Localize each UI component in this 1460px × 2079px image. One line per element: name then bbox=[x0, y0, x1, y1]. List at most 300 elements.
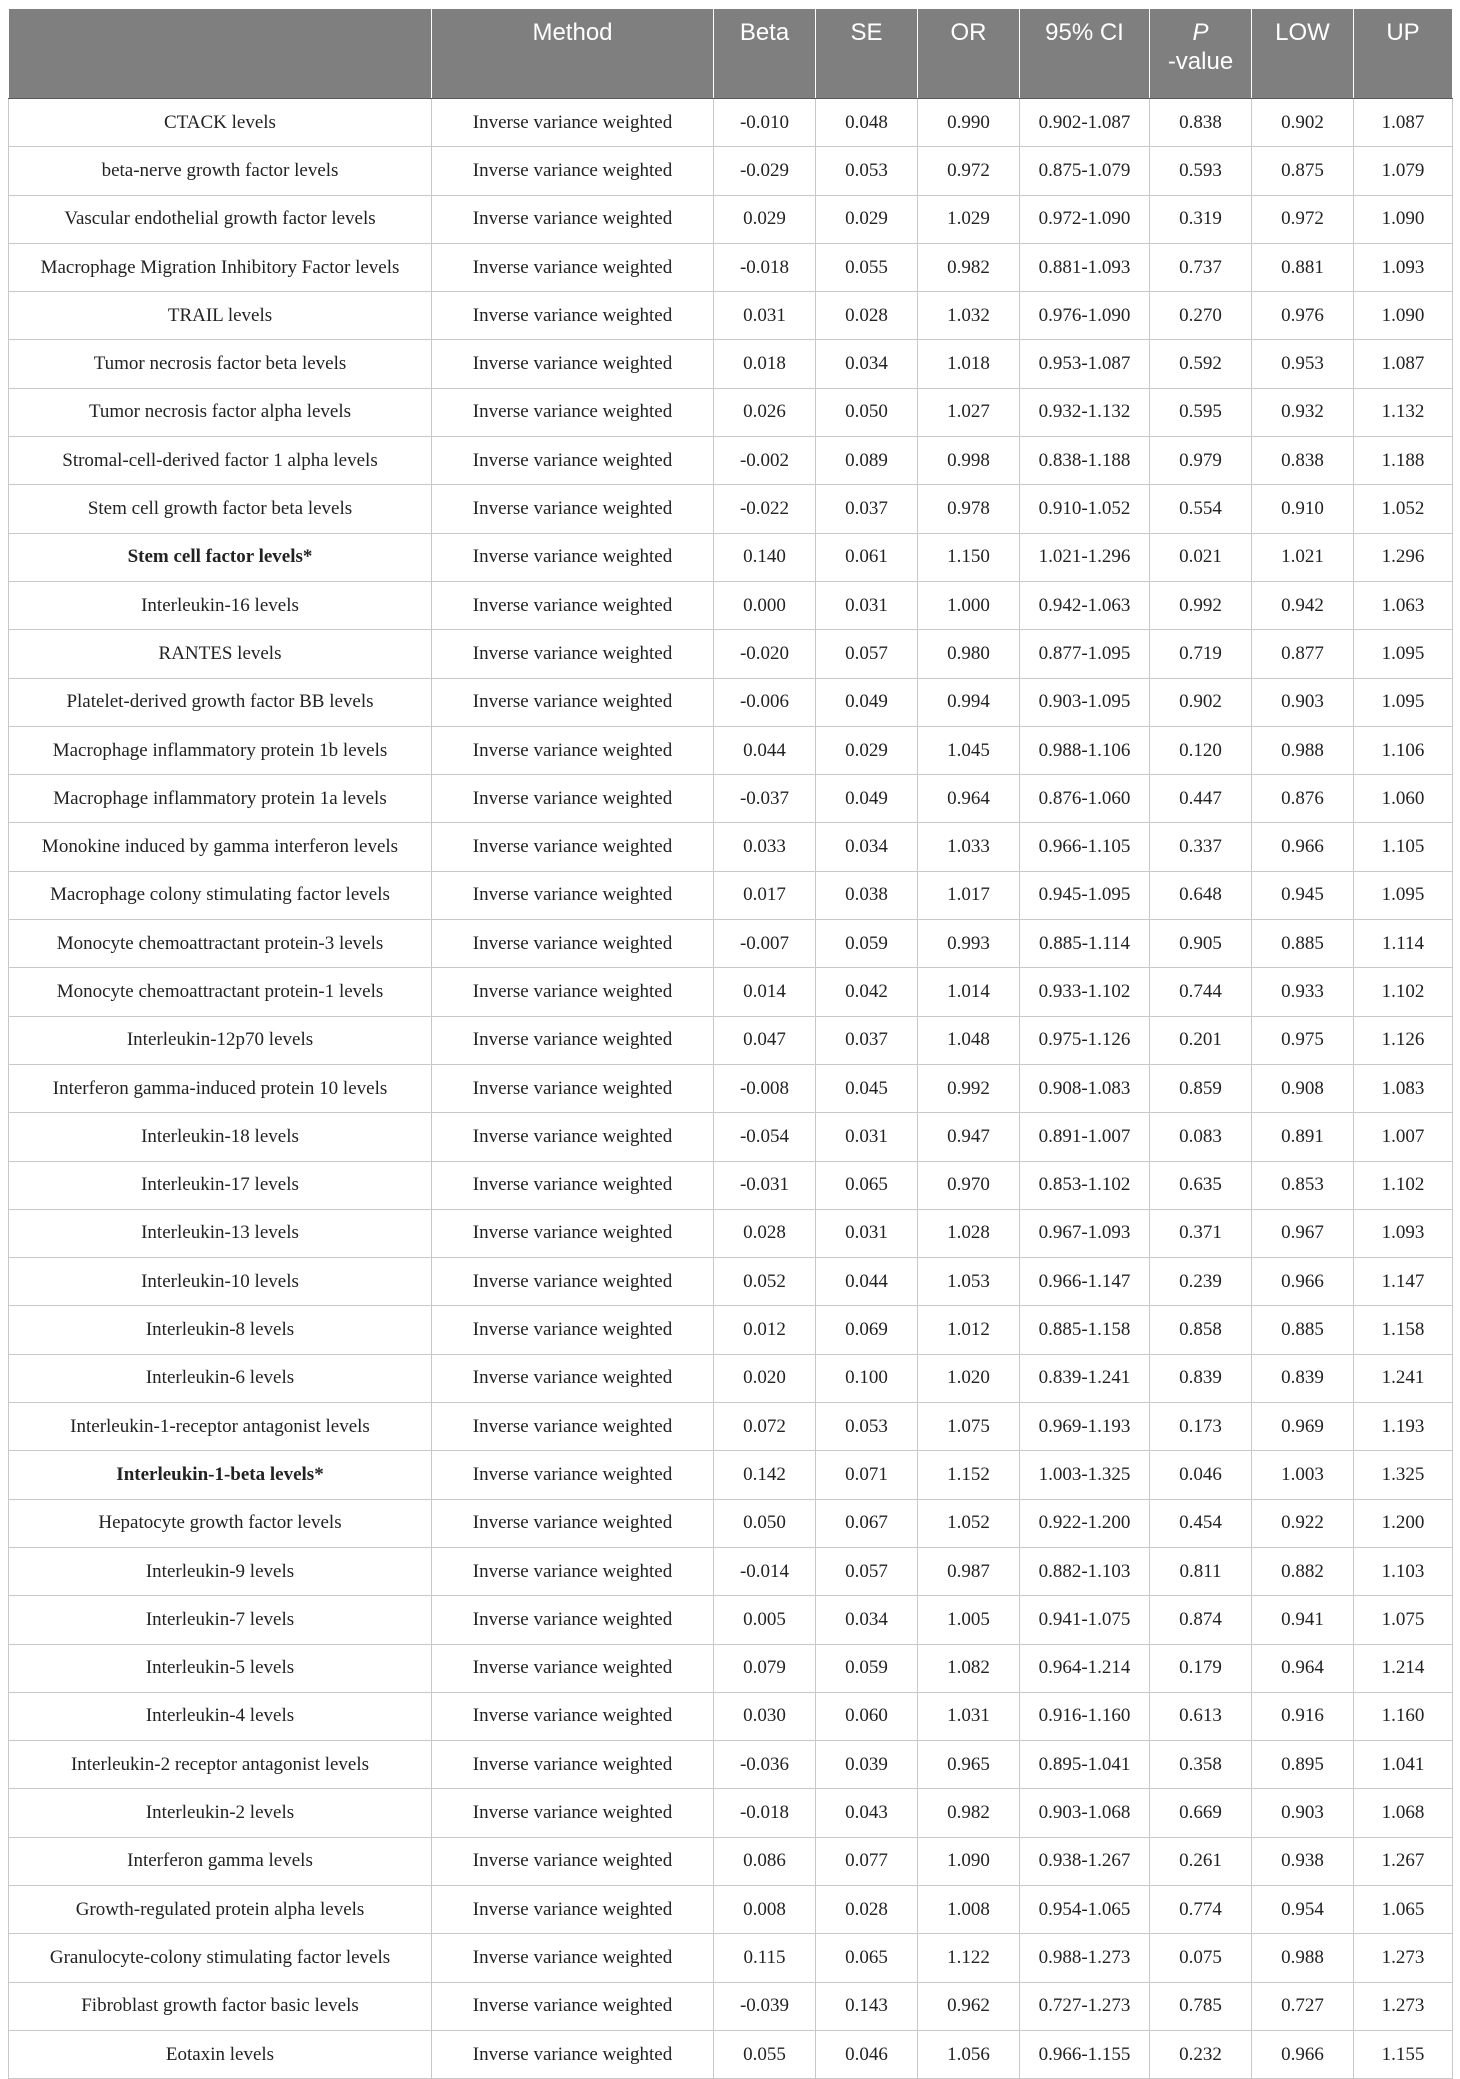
table-row bbox=[9, 243, 1453, 291]
cell-factor-name: Interleukin-12p70 levels bbox=[9, 1016, 432, 1064]
cell-factor-name: Monocyte chemoattractant protein-1 levels bbox=[9, 968, 432, 1016]
cell-factor-name: Interleukin-17 levels bbox=[9, 1161, 432, 1209]
table-row bbox=[9, 1499, 1453, 1547]
cell-factor-name: Platelet-derived growth factor BB levels bbox=[9, 678, 432, 726]
cell-low: 0.908 bbox=[1252, 1064, 1354, 1112]
cell-se: 0.028 bbox=[816, 1885, 918, 1933]
cell-method: Inverse variance weighted bbox=[432, 871, 714, 919]
header-p-value bbox=[1150, 9, 1252, 99]
cell-ci: 0.953-1.087 bbox=[1020, 340, 1150, 388]
cell-factor-name: Macrophage Migration Inhibitory Factor levels bbox=[9, 243, 432, 291]
cell-up: 1.214 bbox=[1354, 1644, 1453, 1692]
cell-method: Inverse variance weighted bbox=[432, 99, 714, 147]
cell-se: 0.029 bbox=[816, 195, 918, 243]
table-row bbox=[9, 99, 1453, 147]
cell-up: 1.083 bbox=[1354, 1064, 1453, 1112]
cell-up: 1.155 bbox=[1354, 2030, 1453, 2078]
cell-method: Inverse variance weighted bbox=[432, 1741, 714, 1789]
cell-or: 1.031 bbox=[918, 1692, 1020, 1740]
cell-method: Inverse variance weighted bbox=[432, 533, 714, 581]
cell-ci: 0.882-1.103 bbox=[1020, 1547, 1150, 1595]
cell-ci: 0.839-1.241 bbox=[1020, 1354, 1150, 1402]
cell-low: 0.933 bbox=[1252, 968, 1354, 1016]
cell-method: Inverse variance weighted bbox=[432, 630, 714, 678]
cell-up: 1.273 bbox=[1354, 1982, 1453, 2030]
cell-ci: 0.881-1.093 bbox=[1020, 243, 1150, 291]
cell-low: 0.895 bbox=[1252, 1741, 1354, 1789]
cell-se: 0.048 bbox=[816, 99, 918, 147]
cell-or: 1.150 bbox=[918, 533, 1020, 581]
cell-p-value: 0.075 bbox=[1150, 1934, 1252, 1982]
cell-se: 0.034 bbox=[816, 1596, 918, 1644]
cell-method: Inverse variance weighted bbox=[432, 1982, 714, 2030]
cell-p-value: 0.902 bbox=[1150, 678, 1252, 726]
cell-factor-name: Macrophage colony stimulating factor levels bbox=[9, 871, 432, 919]
cell-up: 1.063 bbox=[1354, 581, 1453, 629]
cell-low: 0.839 bbox=[1252, 1354, 1354, 1402]
table-row bbox=[9, 1113, 1453, 1161]
cell-beta: 0.028 bbox=[714, 1209, 816, 1257]
table-row bbox=[9, 1306, 1453, 1354]
cell-ci: 0.922-1.200 bbox=[1020, 1499, 1150, 1547]
header-ci: 95% CI bbox=[1020, 9, 1150, 99]
table-row bbox=[9, 1064, 1453, 1112]
cell-or: 1.000 bbox=[918, 581, 1020, 629]
cell-or: 1.008 bbox=[918, 1885, 1020, 1933]
cell-factor-name: Interleukin-6 levels bbox=[9, 1354, 432, 1402]
cell-low: 0.853 bbox=[1252, 1161, 1354, 1209]
cell-method: Inverse variance weighted bbox=[432, 1209, 714, 1257]
table-row bbox=[9, 1885, 1453, 1933]
cell-factor-name: Vascular endothelial growth factor levels bbox=[9, 195, 432, 243]
cell-or: 0.982 bbox=[918, 243, 1020, 291]
cell-or: 1.056 bbox=[918, 2030, 1020, 2078]
cell-se: 0.089 bbox=[816, 437, 918, 485]
cell-up: 1.095 bbox=[1354, 630, 1453, 678]
cell-low: 0.972 bbox=[1252, 195, 1354, 243]
cell-beta: -0.006 bbox=[714, 678, 816, 726]
cell-low: 0.881 bbox=[1252, 243, 1354, 291]
cell-method: Inverse variance weighted bbox=[432, 1354, 714, 1402]
cell-factor-name: Interleukin-9 levels bbox=[9, 1547, 432, 1595]
cell-or: 0.994 bbox=[918, 678, 1020, 726]
cell-ci: 1.003-1.325 bbox=[1020, 1451, 1150, 1499]
cell-ci: 0.976-1.090 bbox=[1020, 292, 1150, 340]
cell-beta: 0.008 bbox=[714, 1885, 816, 1933]
cell-method: Inverse variance weighted bbox=[432, 147, 714, 195]
cell-ci: 0.945-1.095 bbox=[1020, 871, 1150, 919]
header-p-italic: P bbox=[1192, 19, 1209, 46]
cell-low: 0.967 bbox=[1252, 1209, 1354, 1257]
cell-up: 1.241 bbox=[1354, 1354, 1453, 1402]
cell-or: 1.020 bbox=[918, 1354, 1020, 1402]
cell-p-value: 0.979 bbox=[1150, 437, 1252, 485]
cell-beta: -0.054 bbox=[714, 1113, 816, 1161]
cell-factor-name: Interleukin-16 levels bbox=[9, 581, 432, 629]
cell-beta: -0.007 bbox=[714, 920, 816, 968]
cell-method: Inverse variance weighted bbox=[432, 1113, 714, 1161]
cell-or: 0.998 bbox=[918, 437, 1020, 485]
cell-beta: 0.033 bbox=[714, 823, 816, 871]
cell-beta: -0.014 bbox=[714, 1547, 816, 1595]
cell-p-value: 0.737 bbox=[1150, 243, 1252, 291]
cell-beta: 0.020 bbox=[714, 1354, 816, 1402]
cell-factor-name: Tumor necrosis factor alpha levels bbox=[9, 388, 432, 436]
cell-method: Inverse variance weighted bbox=[432, 1547, 714, 1595]
table-row bbox=[9, 968, 1453, 1016]
cell-factor-name: Interleukin-8 levels bbox=[9, 1306, 432, 1354]
cell-up: 1.102 bbox=[1354, 968, 1453, 1016]
cell-factor-name: Growth-regulated protein alpha levels bbox=[9, 1885, 432, 1933]
table-header bbox=[9, 9, 1453, 99]
cell-beta: 0.018 bbox=[714, 340, 816, 388]
cell-se: 0.053 bbox=[816, 1403, 918, 1451]
cell-ci: 0.941-1.075 bbox=[1020, 1596, 1150, 1644]
cell-method: Inverse variance weighted bbox=[432, 968, 714, 1016]
cell-method: Inverse variance weighted bbox=[432, 1789, 714, 1837]
cell-factor-name: CTACK levels bbox=[9, 99, 432, 147]
table-row bbox=[9, 147, 1453, 195]
cell-ci: 0.988-1.106 bbox=[1020, 726, 1150, 774]
cell-se: 0.059 bbox=[816, 1644, 918, 1692]
cell-or: 0.990 bbox=[918, 99, 1020, 147]
cell-low: 0.945 bbox=[1252, 871, 1354, 919]
cell-method: Inverse variance weighted bbox=[432, 726, 714, 774]
cell-ci: 0.942-1.063 bbox=[1020, 581, 1150, 629]
cell-up: 1.087 bbox=[1354, 99, 1453, 147]
cell-p-value: 0.454 bbox=[1150, 1499, 1252, 1547]
cell-ci: 0.908-1.083 bbox=[1020, 1064, 1150, 1112]
table-row bbox=[9, 1547, 1453, 1595]
cell-or: 1.053 bbox=[918, 1258, 1020, 1306]
cell-p-value: 0.447 bbox=[1150, 775, 1252, 823]
table-row bbox=[9, 1451, 1453, 1499]
cell-up: 1.325 bbox=[1354, 1451, 1453, 1499]
cell-or: 0.947 bbox=[918, 1113, 1020, 1161]
cell-up: 1.160 bbox=[1354, 1692, 1453, 1740]
cell-or: 0.962 bbox=[918, 1982, 1020, 2030]
cell-low: 0.877 bbox=[1252, 630, 1354, 678]
cell-se: 0.029 bbox=[816, 726, 918, 774]
cell-low: 0.966 bbox=[1252, 1258, 1354, 1306]
cell-p-value: 0.859 bbox=[1150, 1064, 1252, 1112]
cell-p-value: 0.371 bbox=[1150, 1209, 1252, 1257]
cell-or: 0.992 bbox=[918, 1064, 1020, 1112]
table-row bbox=[9, 1016, 1453, 1064]
cell-low: 0.988 bbox=[1252, 1934, 1354, 1982]
cell-factor-name: Stromal-cell-derived factor 1 alpha levels bbox=[9, 437, 432, 485]
cell-se: 0.031 bbox=[816, 1113, 918, 1161]
cell-low: 0.953 bbox=[1252, 340, 1354, 388]
cell-factor-name: Stem cell growth factor beta levels bbox=[9, 485, 432, 533]
cell-beta: 0.031 bbox=[714, 292, 816, 340]
cell-ci: 0.966-1.147 bbox=[1020, 1258, 1150, 1306]
cell-up: 1.060 bbox=[1354, 775, 1453, 823]
cell-se: 0.060 bbox=[816, 1692, 918, 1740]
cell-or: 0.964 bbox=[918, 775, 1020, 823]
cell-p-value: 0.811 bbox=[1150, 1547, 1252, 1595]
cell-or: 0.972 bbox=[918, 147, 1020, 195]
cell-up: 1.041 bbox=[1354, 1741, 1453, 1789]
cell-method: Inverse variance weighted bbox=[432, 1403, 714, 1451]
cell-factor-name: Interferon gamma-induced protein 10 levels bbox=[9, 1064, 432, 1112]
header-method: Method bbox=[432, 9, 714, 99]
cell-low: 0.932 bbox=[1252, 388, 1354, 436]
cell-se: 0.059 bbox=[816, 920, 918, 968]
cell-p-value: 0.613 bbox=[1150, 1692, 1252, 1740]
cell-or: 0.987 bbox=[918, 1547, 1020, 1595]
cell-beta: 0.055 bbox=[714, 2030, 816, 2078]
cell-low: 0.876 bbox=[1252, 775, 1354, 823]
cell-up: 1.087 bbox=[1354, 340, 1453, 388]
cell-factor-name: Macrophage inflammatory protein 1a levels bbox=[9, 775, 432, 823]
cell-p-value: 0.358 bbox=[1150, 1741, 1252, 1789]
cell-factor-name: Interleukin-4 levels bbox=[9, 1692, 432, 1740]
cell-se: 0.044 bbox=[816, 1258, 918, 1306]
cell-p-value: 0.905 bbox=[1150, 920, 1252, 968]
cell-p-value: 0.992 bbox=[1150, 581, 1252, 629]
cell-se: 0.071 bbox=[816, 1451, 918, 1499]
cell-se: 0.069 bbox=[816, 1306, 918, 1354]
cell-or: 1.032 bbox=[918, 292, 1020, 340]
cell-p-value: 0.319 bbox=[1150, 195, 1252, 243]
cell-factor-name: RANTES levels bbox=[9, 630, 432, 678]
cell-beta: -0.008 bbox=[714, 1064, 816, 1112]
cell-up: 1.052 bbox=[1354, 485, 1453, 533]
cell-beta: 0.044 bbox=[714, 726, 816, 774]
cell-low: 0.922 bbox=[1252, 1499, 1354, 1547]
cell-low: 0.882 bbox=[1252, 1547, 1354, 1595]
table-row bbox=[9, 1403, 1453, 1451]
cell-factor-name: Interleukin-1-beta levels* bbox=[9, 1451, 432, 1499]
table-row bbox=[9, 1209, 1453, 1257]
cell-factor-name: Interleukin-7 levels bbox=[9, 1596, 432, 1644]
cell-beta: -0.029 bbox=[714, 147, 816, 195]
header-row bbox=[9, 9, 1453, 99]
cell-p-value: 0.120 bbox=[1150, 726, 1252, 774]
cell-se: 0.031 bbox=[816, 1209, 918, 1257]
cell-p-value: 0.261 bbox=[1150, 1837, 1252, 1885]
header-up: UP bbox=[1354, 9, 1453, 99]
cell-or: 1.122 bbox=[918, 1934, 1020, 1982]
cell-factor-name: Interleukin-13 levels bbox=[9, 1209, 432, 1257]
cell-se: 0.037 bbox=[816, 1016, 918, 1064]
cell-up: 1.065 bbox=[1354, 1885, 1453, 1933]
cell-ci: 0.838-1.188 bbox=[1020, 437, 1150, 485]
cell-up: 1.267 bbox=[1354, 1837, 1453, 1885]
cell-or: 1.075 bbox=[918, 1403, 1020, 1451]
table-row bbox=[9, 2030, 1453, 2078]
cell-ci: 0.916-1.160 bbox=[1020, 1692, 1150, 1740]
cell-method: Inverse variance weighted bbox=[432, 1064, 714, 1112]
cell-ci: 1.021-1.296 bbox=[1020, 533, 1150, 581]
cell-factor-name: Tumor necrosis factor beta levels bbox=[9, 340, 432, 388]
cell-beta: 0.115 bbox=[714, 1934, 816, 1982]
table-row bbox=[9, 388, 1453, 436]
cell-se: 0.077 bbox=[816, 1837, 918, 1885]
cell-p-value: 0.021 bbox=[1150, 533, 1252, 581]
cell-factor-name: Interferon gamma levels bbox=[9, 1837, 432, 1885]
cell-ci: 0.877-1.095 bbox=[1020, 630, 1150, 678]
cell-se: 0.067 bbox=[816, 1499, 918, 1547]
cell-se: 0.065 bbox=[816, 1934, 918, 1982]
cell-low: 0.885 bbox=[1252, 920, 1354, 968]
cell-or: 1.090 bbox=[918, 1837, 1020, 1885]
cell-ci: 0.885-1.158 bbox=[1020, 1306, 1150, 1354]
cell-p-value: 0.173 bbox=[1150, 1403, 1252, 1451]
cell-or: 0.970 bbox=[918, 1161, 1020, 1209]
cell-se: 0.065 bbox=[816, 1161, 918, 1209]
cell-factor-name: Stem cell factor levels* bbox=[9, 533, 432, 581]
cell-factor-name: Monocyte chemoattractant protein-3 levels bbox=[9, 920, 432, 968]
cell-se: 0.050 bbox=[816, 388, 918, 436]
cell-ci: 0.966-1.105 bbox=[1020, 823, 1150, 871]
cell-p-value: 0.595 bbox=[1150, 388, 1252, 436]
cell-up: 1.093 bbox=[1354, 1209, 1453, 1257]
table-row bbox=[9, 533, 1453, 581]
cell-low: 0.903 bbox=[1252, 1789, 1354, 1837]
cell-p-value: 0.635 bbox=[1150, 1161, 1252, 1209]
cell-low: 0.916 bbox=[1252, 1692, 1354, 1740]
table-row bbox=[9, 1644, 1453, 1692]
cell-p-value: 0.648 bbox=[1150, 871, 1252, 919]
cell-or: 0.965 bbox=[918, 1741, 1020, 1789]
cell-method: Inverse variance weighted bbox=[432, 823, 714, 871]
cell-ci: 0.933-1.102 bbox=[1020, 968, 1150, 1016]
cell-method: Inverse variance weighted bbox=[432, 1644, 714, 1692]
cell-method: Inverse variance weighted bbox=[432, 243, 714, 291]
cell-ci: 0.966-1.155 bbox=[1020, 2030, 1150, 2078]
cell-up: 1.090 bbox=[1354, 292, 1453, 340]
cell-method: Inverse variance weighted bbox=[432, 340, 714, 388]
cell-or: 1.028 bbox=[918, 1209, 1020, 1257]
cell-ci: 0.903-1.068 bbox=[1020, 1789, 1150, 1837]
cell-method: Inverse variance weighted bbox=[432, 1451, 714, 1499]
cell-up: 1.103 bbox=[1354, 1547, 1453, 1595]
table-row bbox=[9, 630, 1453, 678]
cell-p-value: 0.239 bbox=[1150, 1258, 1252, 1306]
cell-se: 0.038 bbox=[816, 871, 918, 919]
cell-low: 0.875 bbox=[1252, 147, 1354, 195]
cell-method: Inverse variance weighted bbox=[432, 1885, 714, 1933]
cell-factor-name: Eotaxin levels bbox=[9, 2030, 432, 2078]
cell-beta: 0.029 bbox=[714, 195, 816, 243]
cell-p-value: 0.179 bbox=[1150, 1644, 1252, 1692]
cell-beta: -0.037 bbox=[714, 775, 816, 823]
cell-method: Inverse variance weighted bbox=[432, 775, 714, 823]
cell-up: 1.093 bbox=[1354, 243, 1453, 291]
cell-low: 0.938 bbox=[1252, 1837, 1354, 1885]
cell-p-value: 0.744 bbox=[1150, 968, 1252, 1016]
cell-se: 0.057 bbox=[816, 1547, 918, 1595]
cell-method: Inverse variance weighted bbox=[432, 292, 714, 340]
cell-beta: 0.047 bbox=[714, 1016, 816, 1064]
cell-low: 1.021 bbox=[1252, 533, 1354, 581]
cell-beta: -0.010 bbox=[714, 99, 816, 147]
cell-or: 1.033 bbox=[918, 823, 1020, 871]
cell-beta: -0.039 bbox=[714, 1982, 816, 2030]
cell-ci: 0.975-1.126 bbox=[1020, 1016, 1150, 1064]
cell-beta: 0.030 bbox=[714, 1692, 816, 1740]
cell-beta: 0.014 bbox=[714, 968, 816, 1016]
cell-up: 1.095 bbox=[1354, 871, 1453, 919]
cell-p-value: 0.774 bbox=[1150, 1885, 1252, 1933]
cell-low: 1.003 bbox=[1252, 1451, 1354, 1499]
cell-p-value: 0.593 bbox=[1150, 147, 1252, 195]
cell-se: 0.039 bbox=[816, 1741, 918, 1789]
table-row bbox=[9, 1934, 1453, 1982]
header-beta: Beta bbox=[714, 9, 816, 99]
table-body bbox=[9, 99, 1453, 2079]
cell-or: 1.052 bbox=[918, 1499, 1020, 1547]
cell-se: 0.057 bbox=[816, 630, 918, 678]
cell-low: 0.975 bbox=[1252, 1016, 1354, 1064]
cell-method: Inverse variance weighted bbox=[432, 1016, 714, 1064]
cell-factor-name: Interleukin-10 levels bbox=[9, 1258, 432, 1306]
cell-or: 1.014 bbox=[918, 968, 1020, 1016]
table-row bbox=[9, 775, 1453, 823]
cell-method: Inverse variance weighted bbox=[432, 581, 714, 629]
cell-factor-name: Monokine induced by gamma interferon levels bbox=[9, 823, 432, 871]
table-row bbox=[9, 1741, 1453, 1789]
cell-p-value: 0.858 bbox=[1150, 1306, 1252, 1354]
cell-up: 1.114 bbox=[1354, 920, 1453, 968]
table-row bbox=[9, 1258, 1453, 1306]
cell-low: 0.964 bbox=[1252, 1644, 1354, 1692]
cell-method: Inverse variance weighted bbox=[432, 1934, 714, 1982]
cell-factor-name: Interleukin-18 levels bbox=[9, 1113, 432, 1161]
table-row bbox=[9, 1837, 1453, 1885]
cell-p-value: 0.270 bbox=[1150, 292, 1252, 340]
cell-low: 0.910 bbox=[1252, 485, 1354, 533]
cell-ci: 0.964-1.214 bbox=[1020, 1644, 1150, 1692]
header-p-rest: -value bbox=[1167, 47, 1234, 75]
cell-ci: 0.727-1.273 bbox=[1020, 1982, 1150, 2030]
table-row bbox=[9, 292, 1453, 340]
cell-ci: 0.972-1.090 bbox=[1020, 195, 1150, 243]
cell-up: 1.075 bbox=[1354, 1596, 1453, 1644]
cell-p-value: 0.669 bbox=[1150, 1789, 1252, 1837]
cell-se: 0.037 bbox=[816, 485, 918, 533]
cell-se: 0.045 bbox=[816, 1064, 918, 1112]
cell-se: 0.053 bbox=[816, 147, 918, 195]
cell-method: Inverse variance weighted bbox=[432, 1692, 714, 1740]
cell-or: 0.980 bbox=[918, 630, 1020, 678]
cell-low: 0.966 bbox=[1252, 823, 1354, 871]
cell-ci: 0.875-1.079 bbox=[1020, 147, 1150, 195]
cell-p-value: 0.232 bbox=[1150, 2030, 1252, 2078]
cell-se: 0.055 bbox=[816, 243, 918, 291]
cell-beta: 0.140 bbox=[714, 533, 816, 581]
table-row bbox=[9, 1161, 1453, 1209]
cell-se: 0.049 bbox=[816, 678, 918, 726]
cell-beta: 0.012 bbox=[714, 1306, 816, 1354]
cell-ci: 0.967-1.093 bbox=[1020, 1209, 1150, 1257]
cell-beta: -0.036 bbox=[714, 1741, 816, 1789]
cell-se: 0.046 bbox=[816, 2030, 918, 2078]
cell-p-value: 0.337 bbox=[1150, 823, 1252, 871]
cell-up: 1.200 bbox=[1354, 1499, 1453, 1547]
table-row bbox=[9, 871, 1453, 919]
cell-beta: 0.079 bbox=[714, 1644, 816, 1692]
cell-ci: 0.910-1.052 bbox=[1020, 485, 1150, 533]
cell-beta: 0.086 bbox=[714, 1837, 816, 1885]
results-table bbox=[8, 8, 1453, 2079]
cell-method: Inverse variance weighted bbox=[432, 485, 714, 533]
table-row bbox=[9, 1692, 1453, 1740]
cell-beta: 0.050 bbox=[714, 1499, 816, 1547]
cell-or: 1.048 bbox=[918, 1016, 1020, 1064]
